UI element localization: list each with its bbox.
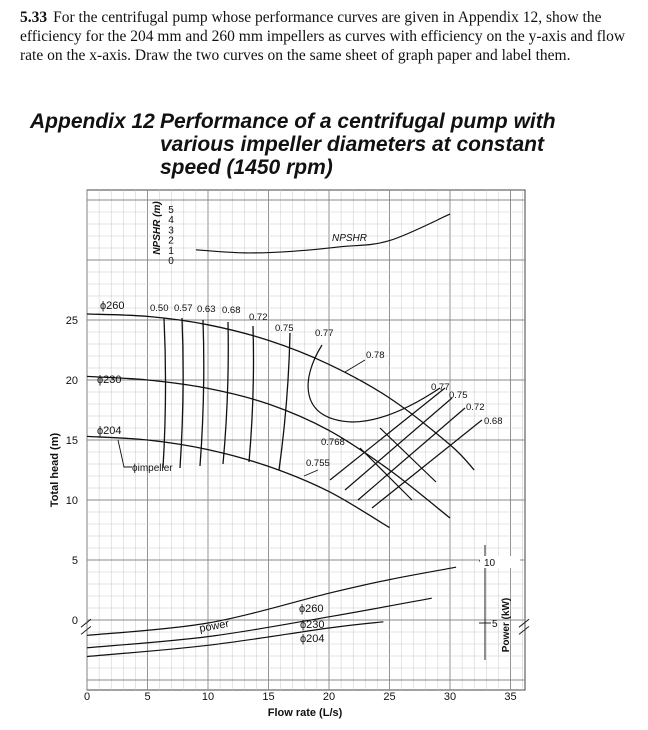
- y-tick-label: 5: [71, 555, 78, 567]
- appendix-label: Appendix 12: [30, 110, 155, 133]
- x-tick-label: 25: [383, 691, 396, 703]
- impeller-note-label: ϕimpeller: [132, 463, 173, 474]
- npshr-tick-label: 2: [168, 235, 174, 247]
- x-tick-label: 0: [83, 691, 91, 703]
- npshr-tick-label: 1: [168, 245, 174, 257]
- x-tick-label: 15: [262, 691, 275, 703]
- efficiency-label: 0.68: [484, 416, 503, 427]
- power-tick-label: 5: [492, 619, 498, 630]
- x-tick-label: 30: [443, 691, 457, 703]
- y-tick-label: 0: [71, 615, 78, 627]
- y-tick-label: 20: [65, 375, 78, 387]
- efficiency-label: 0.755: [306, 458, 330, 469]
- problem-text: For the centrifugal pump whose performance curves are given in Appendix 12, show the efficiency for the 204 mm and 260 mm impellers as curves with efficiency on the y-axis and flow rate on the x-axis. Draw the two curves on the same sheet of graph paper and label them.: [20, 9, 626, 64]
- power-tick-label-10: 10: [484, 558, 496, 569]
- y-tick-label: 25: [65, 315, 78, 327]
- power-curve-label: ϕ230: [300, 619, 325, 631]
- x-tick-label: 20: [322, 691, 336, 703]
- y-tick-label: 15: [65, 435, 78, 447]
- npshr-tick-label: 5: [168, 205, 174, 216]
- efficiency-label: 0.72: [249, 312, 268, 323]
- head-curve-label: ϕ260: [100, 300, 125, 312]
- efficiency-label: 0.57: [174, 303, 193, 314]
- y-axis-label: Total head (m): [49, 432, 61, 508]
- efficiency-label: 0.77: [431, 382, 450, 393]
- efficiency-label: 0.75: [449, 390, 468, 401]
- efficiency-label: 0.75: [275, 323, 294, 334]
- x-tick-label: 35: [504, 691, 517, 703]
- efficiency-label: 0.78: [366, 350, 385, 361]
- x-axis-label: Flow rate (L/s): [267, 707, 343, 719]
- power-curve-label: ϕ260: [299, 603, 324, 615]
- efficiency-label: 0.768: [321, 437, 345, 448]
- npshr-axis-label: NPSHR (m): [152, 201, 163, 255]
- efficiency-label: 0.50: [150, 303, 169, 314]
- efficiency-label: 0.72: [466, 402, 485, 413]
- npshr-tick-label: 4: [168, 215, 174, 227]
- efficiency-label: 0.68: [222, 305, 241, 316]
- head-curve-label: ϕ230: [97, 374, 122, 386]
- x-tick-label: 10: [201, 691, 215, 703]
- efficiency-label: 0.63: [197, 304, 216, 315]
- problem-number: 5.33: [20, 9, 48, 26]
- npshr-curve-label: NPSHR: [332, 233, 368, 244]
- appendix-title: Performance of a centrifugal pump with various impeller diameters at constant speed (1450 rpm): [160, 110, 556, 179]
- npshr-tick-label: 0: [168, 256, 174, 267]
- head-curve-label: ϕ204: [97, 425, 122, 437]
- y-tick-label: 10: [65, 495, 78, 507]
- efficiency-label: 0.77: [315, 328, 334, 339]
- power-axis-label: Power (kW): [501, 597, 512, 653]
- x-tick-label: 5: [144, 691, 151, 703]
- power-curve-label: ϕ204: [300, 633, 325, 645]
- npshr-tick-label: 3: [168, 225, 174, 237]
- power-label: power: [198, 617, 231, 635]
